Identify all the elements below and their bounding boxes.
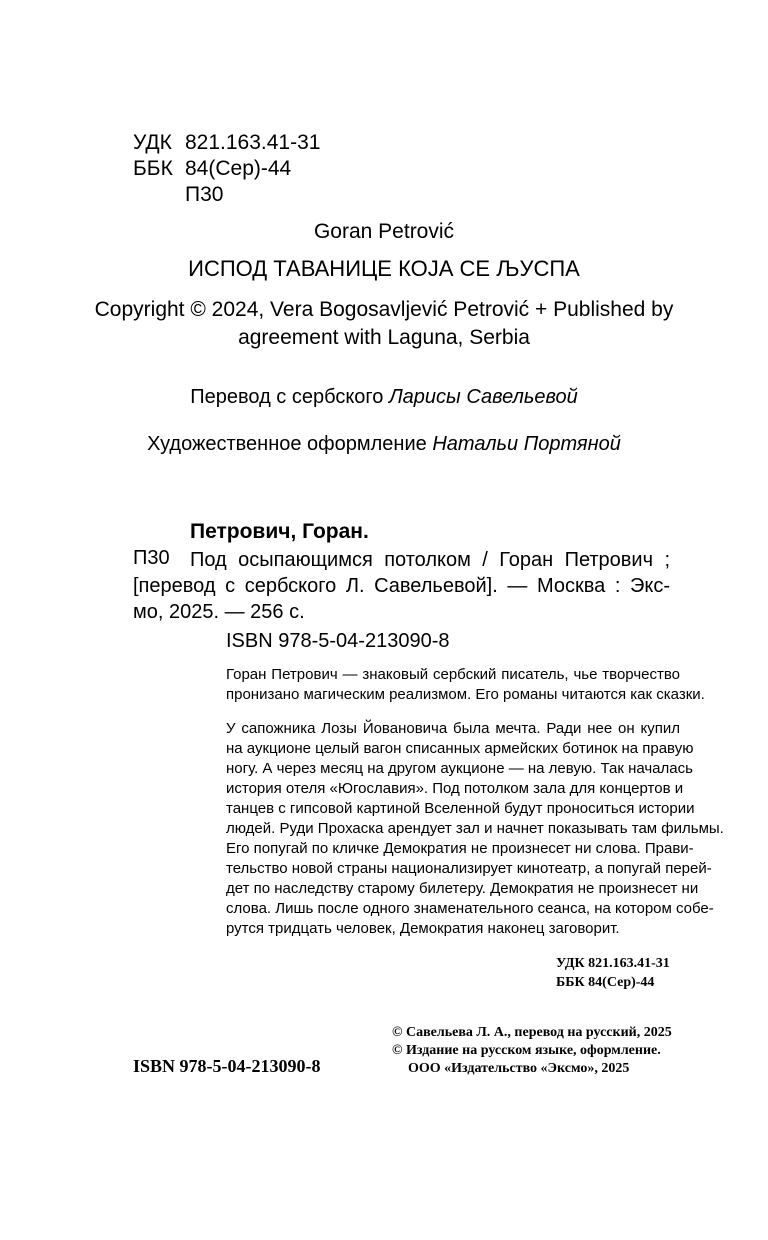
annotation-line: людей. Руди Прохаска арендует зал и начнет показывать там фильмы. <box>226 820 724 837</box>
annotation-line: рутся тридцать человек, Демократия наконец заговорит. <box>226 920 620 937</box>
translator-credit <box>0 386 768 409</box>
bbk-row <box>133 156 320 182</box>
annotation-intro <box>226 665 705 705</box>
annotation-line: У сапожника Лозы Йовановича была мечта. Ради нее он купил <box>226 720 680 737</box>
footer-classification <box>556 954 670 992</box>
footer-copyright <box>392 1024 672 1078</box>
annotation-line: пронизано магическим реализмом. Его романы читаются как сказки. <box>226 686 705 703</box>
footer-copyright-3: ООО «Издательство «Эксмо», 2025 <box>408 1061 630 1076</box>
annotation-line: на аукционе целый вагон списанных армейских ботинок на правую <box>226 740 694 757</box>
udk-row <box>133 130 320 156</box>
annotation-line: Его попугай по кличке Демократия не произнесет ни слова. Прави- <box>226 840 694 857</box>
bib-author-code: П30 <box>133 547 170 569</box>
annotation-line: дет по наследству старому билетеру. Демократия не произнесет ни <box>226 880 699 897</box>
bib-line-3: мо, 2025. — 256 с. <box>133 601 305 623</box>
footer-isbn: ISBN 978-5-04-213090-8 <box>133 1056 321 1076</box>
footer-udk: УДК 821.163.41-31 <box>556 956 670 971</box>
design-credit <box>0 433 768 456</box>
copyright-line-1: Copyright © 2024, Vera Bogosavljević Petrović + Published by <box>94 298 674 321</box>
bbk-value: 84(Сер)-44 <box>185 157 292 180</box>
original-title: ИСПОД ТАВАНИЦЕ КОЈА СЕ ЉУСПА <box>188 256 580 281</box>
annotation-line: танцев с гипсовой картиной Вселенной будут проноситься истории <box>226 800 695 817</box>
udk-value: 821.163.41-31 <box>185 131 321 154</box>
original-author: Goran Petrović <box>313 220 455 243</box>
design-prefix: Художественное оформление <box>147 433 427 455</box>
original-copyright <box>0 296 768 352</box>
classification-block <box>133 130 320 208</box>
author-code: П30 <box>185 183 224 206</box>
bib-isbn: ISBN 978-5-04-213090-8 <box>226 630 450 652</box>
bib-line-2: [перевод с сербского Л. Савельевой]. — Москва : Экс- <box>133 575 670 597</box>
footer-copyright-2: © Издание на русском языке, оформление. <box>392 1043 661 1058</box>
udk-label: УДК <box>133 131 172 154</box>
footer-bbk: ББК 84(Сер)-44 <box>556 975 655 990</box>
annotation-line: Горан Петрович — знаковый сербский писатель, чье творчество <box>226 666 680 683</box>
annotation-line: слова. Лишь после одного знаменательного сеанса, на котором собе- <box>226 900 714 917</box>
annotation-body <box>226 719 724 939</box>
design-name: Натальи Портяной <box>432 433 621 455</box>
annotation-line: тельство новой страны национализирует кинотеатр, а попугай перей- <box>226 860 712 877</box>
footer-copyright-1: © Савельева Л. А., перевод на русский, 2025 <box>392 1025 672 1040</box>
translator-prefix: Перевод с сербского <box>190 386 384 408</box>
annotation-line: история отеля «Югославия». Под потолком зала для концертов и <box>226 780 684 797</box>
annotation-line: ногу. А через месяц на другом аукционе — на левую. Так началась <box>226 760 693 777</box>
bib-line-1: Под осыпающимся потолком / Горан Петрович ; <box>190 549 670 571</box>
translator-name: Ларисы Савельевой <box>388 386 578 408</box>
bbk-label: ББК <box>133 157 173 180</box>
bib-author-heading: Петрович, Горан. <box>190 520 369 543</box>
copyright-line-2: agreement with Laguna, Serbia <box>238 326 530 349</box>
